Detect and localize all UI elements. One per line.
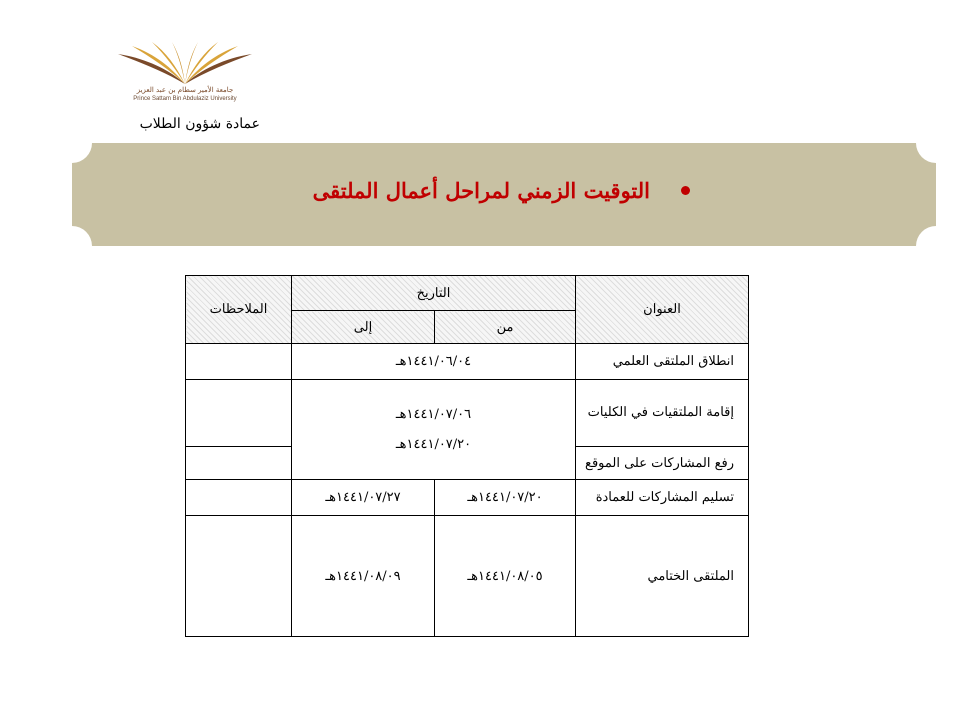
row-title: انطلاق الملتقى العلمي — [576, 344, 749, 380]
schedule-table — [185, 275, 748, 637]
row-notes — [186, 447, 292, 480]
row-notes — [186, 344, 292, 380]
row-notes — [186, 480, 292, 516]
row-date-end: ١٤٤١/٠٧/٢٠هـ — [395, 436, 472, 452]
open-book-icon — [110, 40, 260, 90]
table-row — [186, 380, 749, 447]
row-from: ١٤٤١/٠٧/٢٠هـ — [435, 480, 576, 516]
row-title: رفع المشاركات على الموقع — [576, 447, 749, 480]
university-logo — [110, 40, 260, 108]
row-date-range — [292, 380, 576, 480]
logo-arabic-text: جامعة الأمير سطام بن عبد العزيز — [136, 86, 234, 94]
row-title: تسليم المشاركات للعمادة — [576, 480, 749, 516]
header-to: إلى — [292, 311, 435, 344]
table-row — [186, 516, 749, 637]
table-header-row — [186, 276, 749, 311]
department-name: عمادة شؤون الطلاب — [139, 116, 260, 132]
row-date: ١٤٤١/٠٦/٠٤هـ — [292, 344, 576, 380]
logo-english-text: Prince Sattam Bin Abdulaziz University — [133, 96, 237, 102]
row-from: ١٤٤١/٠٨/٠٥هـ — [435, 516, 576, 637]
row-title: إقامة الملتقيات في الكليات — [576, 380, 749, 447]
title-banner — [72, 143, 936, 246]
table-row — [186, 344, 749, 380]
header-from: من — [435, 311, 576, 344]
page-title: التوقيت الزمني لمراحل أعمال الملتقى — [312, 178, 650, 203]
row-to: ١٤٤١/٠٨/٠٩هـ — [292, 516, 435, 637]
table-row — [186, 480, 749, 516]
header-date: التاريخ — [292, 276, 576, 311]
row-to: ١٤٤١/٠٧/٢٧هـ — [292, 480, 435, 516]
bullet-icon — [681, 186, 690, 195]
row-notes — [186, 380, 292, 447]
row-title: الملتقى الختامي — [576, 516, 749, 637]
header-title: العنوان — [576, 276, 749, 344]
header-notes: الملاحظات — [186, 276, 292, 344]
row-date-start: ١٤٤١/٠٧/٠٦هـ — [395, 406, 472, 422]
row-notes — [186, 516, 292, 637]
